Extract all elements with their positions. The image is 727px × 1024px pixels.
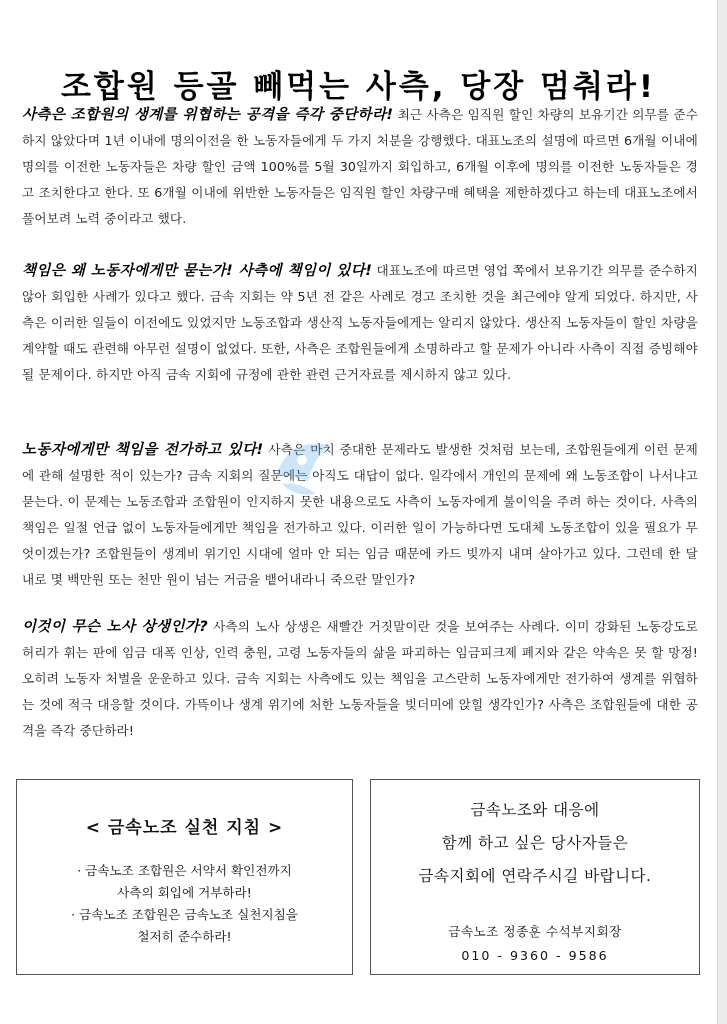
contact-message-line: 함께 하고 싶은 당사자들은 <box>441 834 629 852</box>
paragraph-3-heading: 노동자에게만 책임을 전가하고 있다! <box>22 442 264 458</box>
paragraph-4 <box>22 614 698 744</box>
paragraph-4-heading: 이것이 무슨 노사 상생인가? <box>22 619 209 635</box>
paragraph-2-body: 대표노조에 따르면 영업 쪽에서 보유기간 의무를 준수하지 않아 회입한 사례가 있다고 했다. 금속 지회는 약 5년 전 같은 사례로 경고 조치한 것을 최근에야 알게 되었다. 하지만, 사측은 이러한 일들이 이전에도 있었지만 노동조합과 생산직 노동자들에게는 알리지 않았다. 생산직 노동자들이 할인 차량을 계약할 때도 관련해 아무런 설명이 없었다. 또한, 사측은 조합원들에게 소명하라고 할 문제가 아니라 사측이 직접 증빙해야될 문제이다. 하지만 아직 금속 지회에 규정에 관한 관련 근거자료를 제시하지 않고 있다. <box>22 263 698 382</box>
contact-message <box>371 794 699 893</box>
guideline-box <box>16 779 353 975</box>
paragraph-2 <box>22 258 698 388</box>
paragraph-1-heading: 사측은 조합원의 생계를 위협하는 공격을 즉각 중단하라! <box>22 107 394 123</box>
contact-box <box>370 779 700 975</box>
paragraph-2-heading: 책임은 왜 노동자에게만 묻는가! 사측에 책임이 있다! <box>22 263 373 279</box>
guideline-line: 사측의 회입에 거부하라! <box>117 885 252 900</box>
paragraph-1-body: 최근 사측은 임직원 할인 차량의 보유기간 의무를 준수하지 않았다며 1년 이내에 명의이전을 한 노동자들에게 두 가지 처분을 강행했다. 대표노조의 설명에 따르면 6개월 이내에 명의를 이전한 노동자들은 차량 할인 금액 100%를 5월 30일까지 회입하고, 6개월 이후에 명의를 이전한 노동자들은 경고 조치한다고 한다. 또 6개월 이내에 위반한 노동자들은 임직원 할인 차량구매 혜택을 제한하겠다고 하는데 대표노조에서 풀어보려 노력 중이라고 했다. <box>22 107 699 226</box>
contact-phone[interactable]: 010 - 9360 - 9586 <box>461 948 609 963</box>
scrollbar-track[interactable] <box>717 0 727 1024</box>
watermark-emblem <box>268 436 338 500</box>
page-title: 조합원 등골 빼먹는 사측, 당장 멈춰라! <box>60 68 657 105</box>
paragraph-3-body: 사측은 마치 중대한 문제라도 발생한 것처럼 보는데, 조합원들에게 이런 문제에 관해 설명한 적이 있는가? 금속 지회의 질문에는 아직도 대답이 없다. 일각에서 개인의 문제에 왜 노동조합이 나서냐고 묻는다. 이 문제는 노동조합과 조합원이 인지하지 못한 내용으로도 사측이 노동자에게 불이익을 주려 하는 것이다. 사측의 책임은 일절 언급 없이 노동자들에게만 책임을 전가하고 있다. 이러한 일이 가능하다면 도대체 노동조합이 있을 필요가 무엇이겠는가? 조합원들이 생계비 위기인 시대에 얼마 안 되는 임금 때문에 카드 빚까지 내며 살아가고 있다. 그런데 한 달 내로 몇 백만원 또는 천만 원이 넘는 거금을 뱉어내라니 죽으란 말인가? <box>22 442 698 587</box>
paragraph-4-body: 사측의 노사 상생은 새빨간 거짓말이란 것을 보여주는 사례다. 이미 강화된 노동강도로 허리가 휘는 판에 임금 대폭 인상, 인력 충원, 고령 노동자들의 삶을 파괴하는 임금피크제 폐지와 같은 약속은 못 할 망정! 오히려 노동자 처벌을 운운하고 있다. 금속 지회는 사측에도 있는 책임을 고스란히 노동자에게만 전가하여 생계를 위협하는 것에 적극 대응할 것이다. 가뜩이나 생계 위기에 처한 노동자들을 빚더미에 앉힐 생각인가? 사측은 조합원들에 대한 공격을 즉각 중단하라! <box>22 619 698 738</box>
contact-message-line: 금속지회에 연락주시길 바랍니다. <box>418 867 652 885</box>
paragraph-1 <box>22 102 698 232</box>
contact-message-line: 금속노조와 대응에 <box>470 801 600 819</box>
guideline-line: · 금속노조 조합원은 서약서 확인전까지 <box>77 863 292 878</box>
contact-info <box>371 920 699 968</box>
guideline-line: 철저히 준수하라! <box>137 929 232 944</box>
guideline-list <box>17 860 352 948</box>
paragraph-3 <box>22 437 698 593</box>
guideline-line: · 금속노조 조합원은 금속노조 실천지침을 <box>71 907 298 922</box>
guideline-title: < 금속노조 실천 지침 > <box>85 818 284 838</box>
contact-signature: 금속노조 정종훈 수석부지회장 <box>448 924 622 939</box>
